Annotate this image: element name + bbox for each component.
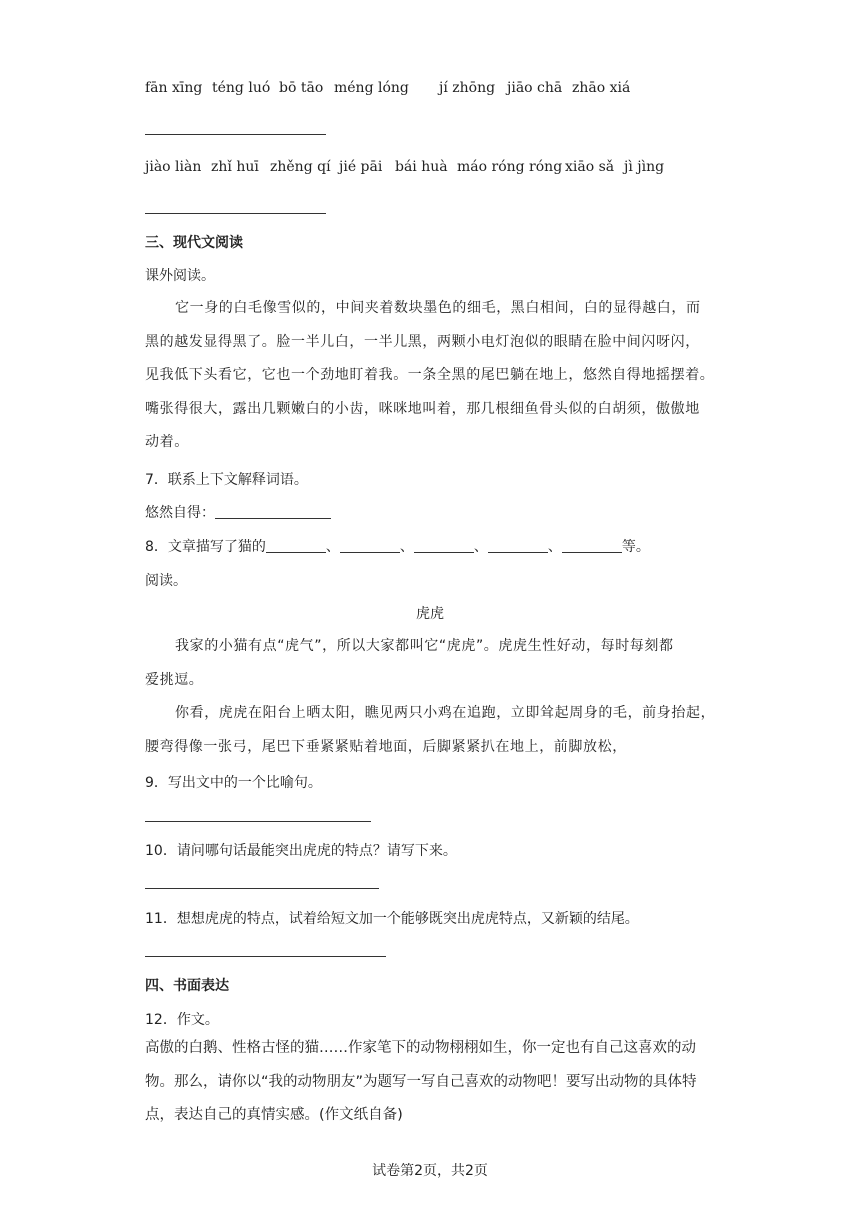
essay-prompt [145, 1032, 725, 1133]
question-7: 7．联系上下文解释词语。 [145, 472, 308, 488]
passage-line: 它一身的白毛像雪似的，中间夹着数块墨色的细毛，黑白相间，白的显得越白，而 [175, 300, 701, 316]
question-7-term: 悠然自得： [145, 505, 215, 521]
question-8-end: 等。 [621, 539, 650, 555]
reading-passage-2 [145, 630, 720, 764]
question-8-text: 8．文章描写了猫的 [145, 539, 266, 555]
question-10: 10．请问哪句话最能突出虎虎的特点？请写下来。 [145, 843, 457, 859]
passage-line: 我家的小猫有点“虎气”，所以大家都叫它“虎虎”。虎虎生性好动，每时每刻都 [175, 638, 674, 654]
answer-line[interactable] [145, 134, 326, 135]
answer-line[interactable] [145, 888, 379, 889]
pinyin-item: zhǐ huī [211, 159, 259, 175]
passage-title: 虎虎 [416, 606, 444, 622]
answer-blank[interactable] [266, 552, 326, 553]
prompt-line: 点，表达自己的真情实感。(作文纸自备) [145, 1107, 403, 1123]
separator: 、 [547, 539, 562, 555]
pinyin-item: jiào liàn [145, 159, 202, 175]
pinyin-item: xiāo sǎ [565, 159, 615, 175]
section-title: 四、书面表达 [145, 978, 229, 994]
separator: 、 [473, 539, 488, 555]
answer-line[interactable] [145, 213, 326, 214]
passage-line: 黑的越发显得黑了。脸一半儿白，一半儿黑，两颗小电灯泡似的眼睛在脸中间闪呀闪， [145, 333, 700, 350]
prompt-line: 物。那么，请你以“我的动物朋友”为题写一写自己喜欢的动物吧！要写出动物的具体特 [145, 1073, 697, 1090]
pinyin-item: zhěng qí [270, 159, 331, 175]
passage-line: 见我低下头看它，它也一个劲地盯着我。一条全黑的尾巴躺在地上，悠然自得地摇摆着。 [145, 367, 715, 383]
answer-blank[interactable] [562, 552, 622, 553]
prompt-line: 高傲的白鹅、性格古怪的猫……作家笔下的动物栩栩如生，你一定也有自己这喜欢的动 [145, 1040, 696, 1056]
question-11: 11．想想虎虎的特点，试着给短文加一个能够既突出虎虎特点，又新颖的结尾。 [145, 911, 639, 927]
pinyin-item: fān xīng [145, 80, 203, 96]
reading-passage-1 [145, 292, 720, 460]
reading-intro-2: 阅读。 [145, 573, 187, 589]
passage-line: 你看，虎虎在阳台上晒太阳，瞧见两只小鸡在追跑，立即耸起周身的毛，前身抬起， [175, 705, 716, 721]
pinyin-item: jì jìng [624, 159, 665, 175]
separator: 、 [325, 539, 340, 555]
passage-line: 爱挑逗。 [145, 671, 204, 688]
answer-blank[interactable] [488, 552, 548, 553]
answer-blank[interactable] [215, 518, 331, 519]
pinyin-item: jié pāi [339, 159, 383, 175]
page-footer: 试卷第2页，共2页 [372, 1163, 488, 1179]
pinyin-item: bái huà [395, 159, 448, 175]
answer-line[interactable] [145, 821, 371, 822]
pinyin-item: jiāo chā [507, 80, 563, 96]
passage-line: 嘴张得很大，露出几颗嫩白的小齿，咪咪地叫着，那几根细鱼骨头似的白胡须，傲傲地 [145, 400, 700, 417]
pinyin-item: téng luó [212, 80, 271, 96]
answer-blank[interactable] [414, 552, 474, 553]
pinyin-item: máo róng róng [457, 159, 563, 175]
pinyin-item: zhāo xiá [572, 80, 631, 96]
answer-line[interactable] [145, 956, 386, 957]
pinyin-item: jí zhōng [439, 80, 496, 96]
answer-blank[interactable] [340, 552, 400, 553]
reading-intro: 课外阅读。 [145, 268, 215, 284]
passage-line: 腰弯得像一张弓，尾巴下垂紧紧贴着地面，后脚紧紧扒在地上，前脚放松， [145, 738, 627, 755]
section-title: 三、现代文阅读 [145, 235, 243, 251]
question-9: 9．写出文中的一个比喻句。 [145, 775, 322, 791]
question-8 [145, 536, 650, 556]
question-12: 12．作文。 [145, 1012, 219, 1028]
separator: 、 [399, 539, 414, 555]
pinyin-item: bō tāo [279, 80, 324, 96]
passage-line: 动着。 [145, 434, 189, 450]
pinyin-item: méng lóng [334, 80, 409, 96]
question-7-sub [145, 502, 331, 522]
